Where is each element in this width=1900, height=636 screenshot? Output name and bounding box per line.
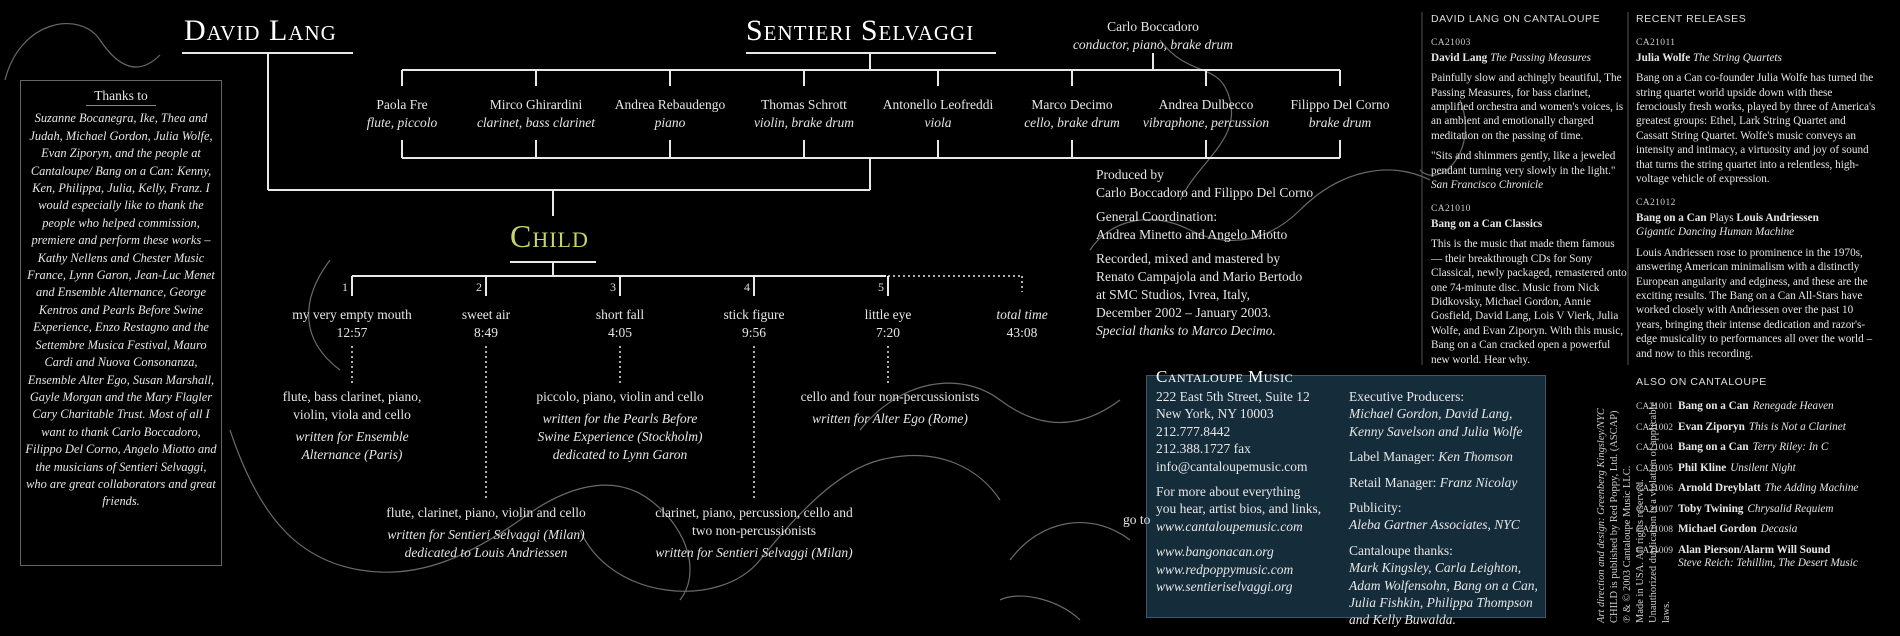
special-thanks: Special thanks to Marco Decimo.	[1096, 323, 1276, 338]
track-time: 4:05	[607, 325, 632, 340]
cantaloupe-staff	[1349, 388, 1544, 636]
publicity: Aleba Gartner Associates, NYC	[1349, 517, 1520, 533]
release-description: Painfully slow and achingly beautiful, The Passing Measures, for bass clarinet, amplified orchestra and women's voices, is an ambient and emotionally charged meditation on the passing of time.	[1431, 72, 1624, 142]
musician-name: Filippo Del Corno	[1290, 97, 1390, 112]
release-artist: David Lang	[1431, 51, 1488, 64]
quote-source: San Francisco Chronicle	[1431, 179, 1544, 192]
legal-line: CHILD is published by Red Poppy, Ltd. (ASCAP)	[1609, 410, 1620, 623]
track-item	[545, 306, 695, 342]
instrumentation-text: flute, clarinet, piano, violin and cello	[386, 505, 586, 520]
instrumentation-note: written for Ensemble Alternance (Paris)	[295, 429, 409, 462]
production-credits	[1096, 166, 1346, 346]
cantaloupe-contact	[1156, 388, 1326, 603]
label-manager: Ken Thomson	[1438, 449, 1513, 465]
catalog-number: CA21004	[1636, 443, 1673, 454]
list-item	[1636, 520, 1876, 541]
musician-name: Antonello Leofreddi	[882, 97, 994, 112]
redpoppy-link[interactable]: www.redpoppymusic.com	[1156, 561, 1294, 577]
total-time	[947, 306, 1097, 342]
recorded-line: Recorded, mixed and mastered by	[1096, 251, 1281, 266]
catalog-number: CA21003	[1431, 38, 1471, 49]
musician	[595, 96, 745, 132]
retail-manager: Franz Nicolay	[1439, 474, 1518, 490]
track-number: 5	[878, 280, 884, 294]
dl-heading: DAVID LANG ON CANTALOUPE	[1431, 13, 1601, 25]
release-album: The Adding Machine	[1764, 482, 1859, 495]
instrumentation-text: cello and four non-percussionists	[800, 389, 980, 404]
album-title: Child	[510, 218, 589, 254]
release-title	[1431, 51, 1627, 65]
release-artist: Julia Wolfe	[1636, 51, 1691, 64]
composer-title: David Lang	[184, 14, 337, 47]
conductor-name: Carlo Boccadoro	[1107, 19, 1199, 34]
musician-name: Andrea Dulbecco	[1158, 97, 1254, 112]
release-artist: Toby Twining	[1678, 502, 1744, 515]
publicity-label: Publicity:	[1349, 500, 1402, 516]
cantaloupe-thanks-label: Cantaloupe thanks:	[1349, 542, 1453, 558]
list-item	[1636, 418, 1876, 439]
recent-releases	[1636, 12, 1876, 569]
musician	[461, 96, 611, 132]
coordination: Andrea Minetto and Angelo Miotto	[1096, 227, 1288, 242]
thanks-body: Suzanne Bocanegra, Ike, Thea and Judah, Michael Gordon, Julia Wolfe, Evan Ziporyn, and the people at Cantaloupe/ Bang on a Can: Kenny, Ken, Philippa, Julia, Kelly, Franz. I would especially like to thank the people who helped commission, premiere and perform these works – Kathy Nellens and Chester Music France, Lynn Garon, Jean-Luc Menet and Ensemble Alternance, George Kentros and Pearls Before Swine Experience, Enzo Restagno and the Settembre Musica Festival, Mauro Cardi and Nuova Consonanza, Ensemble Alter Ego, Susan Marshall, Gayle Morgan and the Mary Flagler Cary Charitable Trust. Most of all I want to thank Carlo Boccadoro, Filippo Del Corno, Angelo Miotto and the musicians of Sentieri Selvaggi, who are great collaborators and great friends.	[25, 111, 217, 509]
release-album: Gigantic Dancing Human Machine	[1636, 226, 1795, 239]
musician-instrument: flute, piccolo	[366, 115, 438, 130]
release-description: Bang on a Can co-founder Julia Wolfe has turned the string quartet world upside down with these ferociously fresh works, played by three of America's greatest groups: Ethel, Lark String Quartet and Cassatt String Quartet. Wolfe's music conveys an intensity and intimacy, a virtuosity and joy of sound that turns the string quartet into a relentless, high-voltage vehicle of expression.	[1636, 72, 1876, 186]
musician-name: Andrea Rebaudengo	[614, 97, 726, 112]
sentieri-link[interactable]: www.sentieriselvaggi.org	[1156, 579, 1293, 595]
release-title	[1636, 211, 1876, 225]
cantaloupe-thanks: Mark Kingsley, Carla Leighton, Adam Wolfensohn, Bang on a Can, Julia Fishkin, Philippa Thompson and Kelly Buwalda.	[1349, 560, 1538, 628]
release-artist: Bang on a Can	[1678, 400, 1749, 413]
release-artist: Phil Kline	[1678, 461, 1727, 474]
track-item	[411, 306, 561, 342]
release-album: Terry Riley: In C	[1752, 441, 1829, 454]
track-title: little eye	[864, 307, 912, 322]
release-artist: Alan Pierson/Alarm Will Sound	[1678, 543, 1831, 556]
instrumentation-note: written for Sentieri Selvaggi (Milan)	[387, 527, 585, 542]
release-description: This is the music that made them famous — their breakthrough CDs for Sony Classical, newly packaged, remastered onto one 74-minute disc. Music from Nick Didkovsky, Michael Gordon, Annie Gosfield, David Lang, Lois V Vierk, Julia Wolfe, and Evan Ziporyn. With this music, Bang on a Can cracked open a powerful new world. Hear why.	[1431, 238, 1627, 366]
list-item	[1636, 397, 1876, 418]
instrumentation-text: flute, bass clarinet, piano, violin, viola and cello	[282, 389, 422, 422]
cantaloupe-title: Cantaloupe Music	[1156, 367, 1294, 386]
bangonacan-link[interactable]: www.bangonacan.org	[1156, 544, 1274, 560]
release-artist: Bang on a Can	[1636, 211, 1707, 224]
musician-instrument: viola	[924, 115, 952, 130]
track-number: 1	[342, 280, 348, 294]
track-time: 8:49	[473, 325, 498, 340]
catalog-number: CA21008	[1636, 525, 1673, 536]
catalog-number: CA21001	[1636, 402, 1673, 413]
track-time: 12:57	[336, 325, 368, 340]
instrumentation-track-5	[780, 388, 1000, 428]
track-item	[813, 306, 963, 342]
list-item	[1636, 541, 1876, 570]
address-line: 222 East 5th Street, Suite 12	[1156, 389, 1310, 404]
release-description: Louis Andriessen rose to prominence in the 1970s, answering American minimalism with a distinctly European angularity and edginess, and these are the exciting results. The Bang on a Can All-Stars have worked closely with Andriessen over the past 10 years, bringing their intense dedication and razor's-edge musicality to performances all over the world – and now to this recording.	[1636, 246, 1873, 360]
catalog-number: CA21006	[1636, 484, 1673, 495]
release-album: The String Quartets	[1692, 51, 1782, 64]
fax: 212.388.1727 fax	[1156, 441, 1251, 457]
release-quote: "Sits and shimmers gently, like a jeweled pendant turning very slowly in the light."	[1431, 150, 1616, 177]
release-artist: Evan Ziporyn	[1678, 420, 1745, 433]
release-artist: Bang on a Can Classics	[1431, 217, 1543, 230]
track-time: 7:20	[875, 325, 900, 340]
list-item	[1636, 438, 1876, 459]
track-title: my very empty mouth	[292, 307, 412, 322]
legal-line: ℗ & © 2003 Cantaloupe Music LLC.	[1622, 465, 1633, 623]
legal-line: Made in USA. All rights reserved.	[1635, 479, 1646, 623]
legal-line: Unauthorized duplication is a violation of applicable laws.	[1648, 401, 1672, 623]
address-line: New York, NY 10003	[1156, 406, 1274, 422]
list-item	[1636, 479, 1876, 500]
release-artist: Michael Gordon	[1678, 523, 1757, 536]
musician	[1265, 96, 1415, 132]
instrumentation-track-3	[530, 388, 710, 464]
catalog-number: CA21012	[1636, 198, 1676, 209]
total-time-value: 43:08	[1006, 325, 1038, 340]
total-time-label: total time	[996, 307, 1048, 322]
track-title: sweet air	[461, 307, 511, 322]
catalog-number: CA21009	[1636, 545, 1673, 556]
instrumentation-dedication: dedicated to Louis Andriessen	[404, 545, 568, 560]
label-manager-label: Label Manager:	[1349, 449, 1435, 465]
musician-instrument: vibraphone, percussion	[1142, 115, 1270, 130]
musician-instrument: clarinet, bass clarinet	[476, 115, 596, 130]
catalog-number: CA21007	[1636, 504, 1673, 515]
track-title: stick figure	[723, 307, 785, 322]
musician-instrument: violin, brake drum	[753, 115, 855, 130]
recorded-line: December 2002 – January 2003.	[1096, 305, 1272, 320]
conductor-credit	[1058, 18, 1248, 54]
catalog-number: CA21011	[1636, 38, 1676, 49]
track-item	[679, 306, 829, 342]
list-item	[1636, 500, 1876, 521]
track-number: 4	[744, 280, 750, 294]
release-album: Decasia	[1760, 523, 1798, 536]
also-heading: ALSO ON CANTALOUPE	[1636, 375, 1767, 388]
musician	[863, 96, 1013, 132]
cantaloupe-url-link[interactable]: www.cantaloupemusic.com	[1156, 518, 1303, 534]
instrumentation-text: clarinet, piano, percussion, cello and two non-percussionists	[655, 505, 853, 538]
thanks-box	[20, 80, 222, 566]
thanks-title: Thanks to	[86, 87, 156, 106]
musician	[1131, 96, 1281, 132]
david-lang-releases	[1431, 12, 1627, 367]
exec-producers: Michael Gordon, David Lang, Kenny Savelson and Julia Wolfe	[1349, 406, 1523, 439]
email-link[interactable]: info@cantaloupemusic.com	[1156, 458, 1308, 474]
recorded-line: Renato Campajola and Mario Bertodo	[1096, 269, 1303, 284]
musician-instrument: piano	[654, 115, 686, 130]
musician-name: Mirco Ghirardini	[489, 97, 583, 112]
retail-manager-label: Retail Manager:	[1349, 474, 1437, 490]
instrumentation-track-1	[272, 388, 432, 464]
musician	[327, 96, 477, 132]
release-album: Chrysalid Requiem	[1747, 502, 1834, 515]
exec-label: Executive Producers:	[1349, 389, 1465, 404]
release-album: The Passing Measures	[1490, 51, 1591, 64]
track-title: short fall	[595, 307, 645, 322]
musician	[997, 96, 1147, 132]
catalog-number: CA21010	[1431, 204, 1471, 215]
legal-line: Art direction and design: Greenberg Kingsley/NYC	[1596, 408, 1607, 623]
recent-heading: RECENT RELEASES	[1636, 13, 1747, 25]
ensemble-title: Sentieri Selvaggi	[746, 14, 975, 47]
release-album: Steve Reich: Tehillim, The Desert Music	[1678, 557, 1858, 570]
release-album: Renegade Heaven	[1752, 400, 1834, 413]
catalog-number: CA21002	[1636, 422, 1673, 433]
instrumentation-note: written for Sentieri Selvaggi (Milan)	[655, 545, 853, 560]
catalog-number: CA21005	[1636, 463, 1673, 474]
instrumentation-note: written for Alter Ego (Rome)	[812, 411, 968, 426]
musician-instrument: brake drum	[1308, 115, 1372, 130]
release-plays: Plays	[1709, 211, 1734, 224]
release-title	[1636, 51, 1876, 65]
goto-label: go to	[1123, 512, 1151, 527]
phone: 212.777.8442	[1156, 423, 1231, 439]
more-info: For more about everything	[1156, 484, 1301, 500]
release-album: This is Not a Clarinet	[1748, 420, 1846, 433]
musician-instrument: cello, brake drum	[1024, 115, 1120, 130]
release-artist: Louis Andriessen	[1736, 211, 1819, 224]
more-info: you hear, artist bios, and links,	[1156, 501, 1322, 517]
instrumentation-dedication: dedicated to Lynn Garon	[552, 447, 688, 462]
track-number: 3	[610, 280, 616, 294]
musician-name: Marco Decimo	[1031, 97, 1113, 112]
track-item	[277, 306, 427, 342]
track-time: 9:56	[741, 325, 766, 340]
recorded-line: at SMC Studios, Ivrea, Italy,	[1096, 287, 1250, 302]
list-item	[1636, 459, 1876, 480]
also-list	[1636, 397, 1876, 569]
produced-label: Produced by	[1096, 167, 1164, 182]
release-artist: Bang on a Can	[1678, 441, 1749, 454]
instrumentation-text: piccolo, piano, violin and cello	[536, 389, 704, 404]
coordination-label: General Coordination:	[1096, 209, 1218, 224]
release-artist: Arnold Dreyblatt	[1678, 482, 1761, 495]
track-number: 2	[476, 280, 482, 294]
musician	[729, 96, 879, 132]
instrumentation-track-2	[376, 504, 596, 562]
musician-name: Thomas Schrott	[761, 97, 847, 112]
instrumentation-track-4	[654, 504, 854, 562]
instrumentation-note: written for the Pearls Before Swine Experience (Stockholm)	[537, 411, 703, 444]
conductor-role: conductor, piano, brake drum	[1072, 37, 1234, 52]
release-album: Unsilent Night	[1730, 461, 1796, 474]
produced-by: Carlo Boccadoro and Filippo Del Corno	[1096, 185, 1314, 200]
musician-name: Paola Fre	[376, 97, 428, 112]
